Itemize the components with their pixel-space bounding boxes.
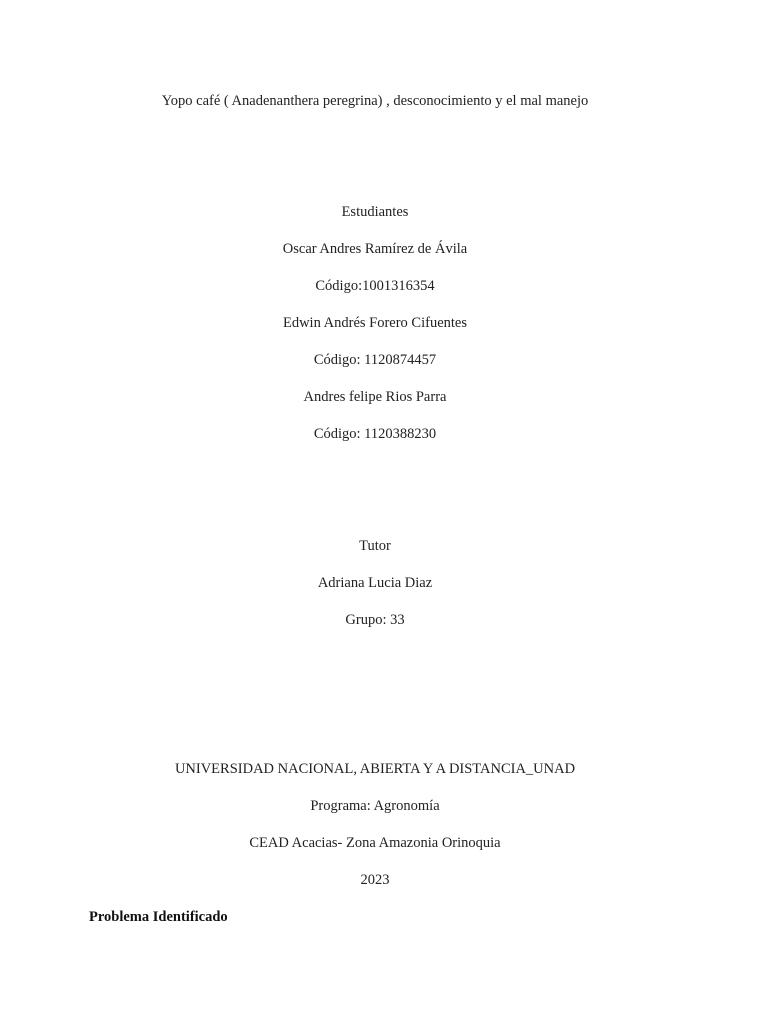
student-code-1: Código:1001316354 (315, 278, 435, 294)
student-code-2: Código: 1120874457 (313, 352, 437, 368)
student-name-2: Edwin Andrés Forero Cifuentes (282, 315, 468, 331)
student-name-1: Oscar Andres Ramírez de Ávila (282, 241, 468, 257)
university-name: UNIVERSIDAD NACIONAL, ABIERTA Y A DISTANCIA_UNAD (174, 761, 576, 777)
document-year: 2023 (360, 872, 390, 888)
tutor-name: Adriana Lucia Diaz (317, 575, 433, 591)
center-name: CEAD Acacias- Zona Amazonia Orinoquia (249, 835, 501, 851)
document-title: Yopo café ( Anadenanthera peregrina) , desconocimiento y el mal manejo (161, 93, 589, 109)
group-number: Grupo: 33 (345, 612, 405, 628)
tutor-label: Tutor (359, 538, 391, 554)
student-code-3: Código: 1120388230 (313, 426, 437, 442)
program-name: Programa: Agronomía (310, 798, 440, 814)
student-name-3: Andres felipe Rios Parra (303, 389, 447, 405)
students-label: Estudiantes (341, 204, 409, 220)
section-heading: Problema Identificado (89, 909, 228, 925)
